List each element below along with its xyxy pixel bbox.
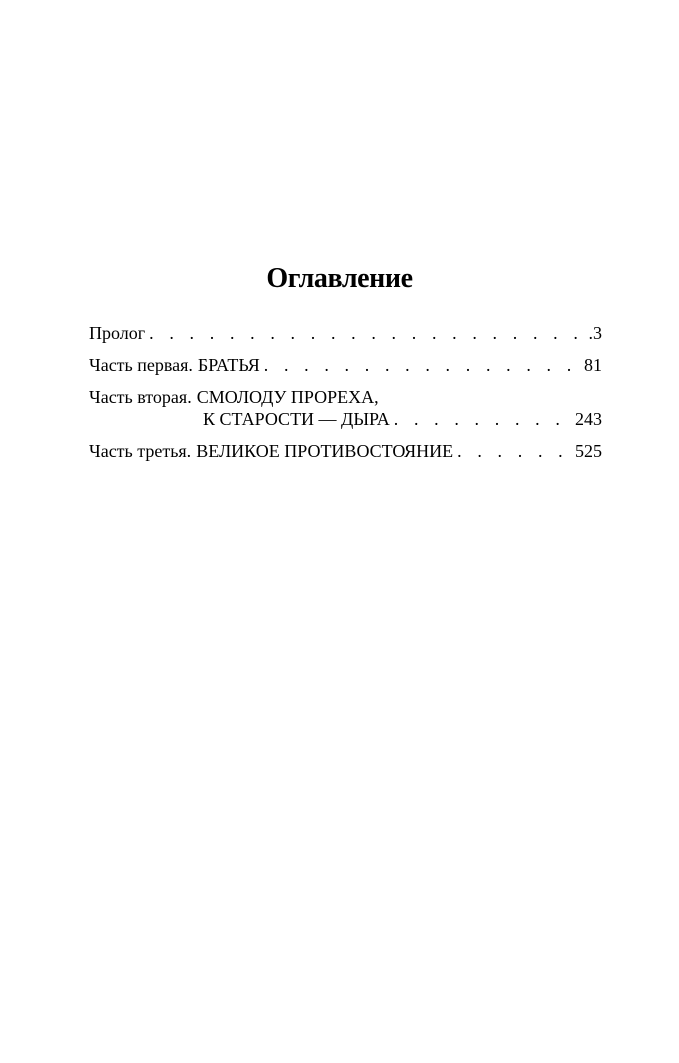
toc-leader-dots xyxy=(453,440,573,462)
toc-entry-lead xyxy=(203,408,390,430)
toc-entry-page: 525 xyxy=(575,441,602,461)
toc-entry-page: 81 xyxy=(584,355,602,375)
toc-entry-line xyxy=(89,322,602,344)
toc-entry-title: БРАТЬЯ xyxy=(197,355,260,375)
toc-entry-title: Пролог xyxy=(89,323,146,343)
toc-leader-dots xyxy=(390,408,573,430)
toc-leader-dots xyxy=(260,354,582,376)
toc-entry-lead xyxy=(89,386,379,408)
toc-leader-dots xyxy=(145,322,586,344)
table-of-contents xyxy=(89,322,602,462)
toc-entry-part-2 xyxy=(89,386,602,430)
toc-entry-title: СМОЛОДУ ПРОРЕХА, xyxy=(196,387,379,407)
toc-entry-line xyxy=(89,386,602,408)
toc-entry-prefix: Часть вторая. xyxy=(89,387,192,407)
toc-entry-part-3 xyxy=(89,440,602,462)
toc-entry-part-1 xyxy=(89,354,602,376)
toc-entry-prefix: Часть третья. xyxy=(89,441,192,461)
toc-entry-line-continued xyxy=(89,408,602,430)
toc-entry-page: 243 xyxy=(575,409,602,429)
toc-entry-title: ВЕЛИКОЕ ПРОТИВОСТОЯНИЕ xyxy=(196,441,454,461)
toc-entry-title-line2: К СТАРОСТИ — ДЫРА xyxy=(203,409,390,429)
toc-entry-lead xyxy=(89,354,260,376)
toc-entry-lead xyxy=(89,440,453,462)
toc-entry-page: .3 xyxy=(588,323,602,343)
toc-entry-prologue xyxy=(89,322,602,344)
toc-entry-line xyxy=(89,440,602,462)
toc-entry-lead xyxy=(89,322,145,344)
toc-entry-line xyxy=(89,354,602,376)
toc-title: Оглавление xyxy=(266,263,413,294)
toc-entry-prefix: Часть первая. xyxy=(89,355,193,375)
